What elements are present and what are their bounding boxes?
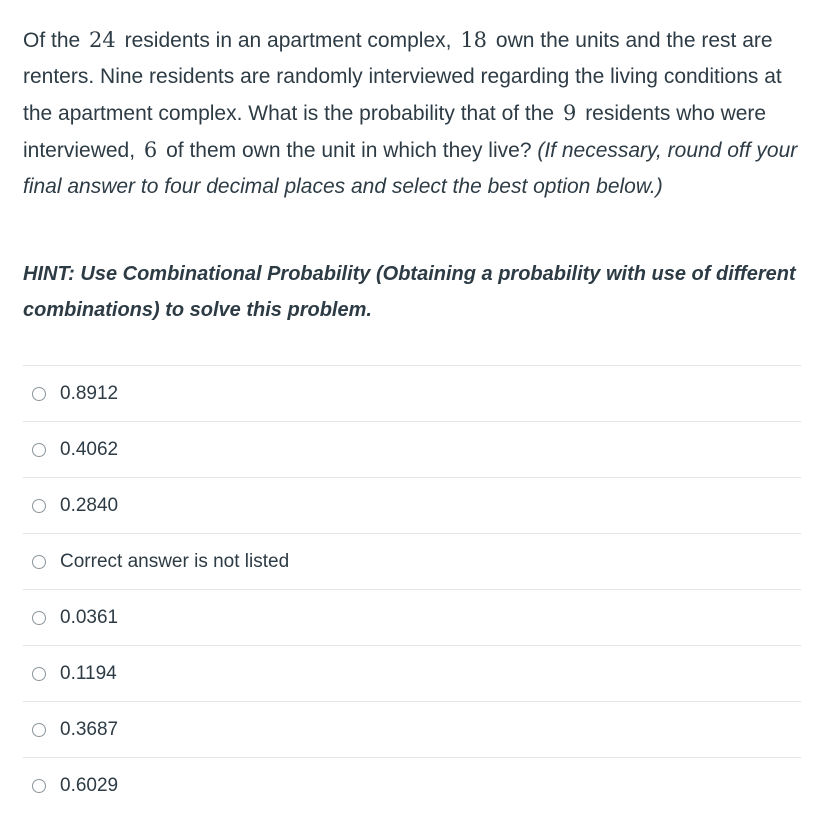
question-part-4: residents who were interviewed,: [23, 102, 767, 162]
number-owners: 18: [460, 28, 488, 52]
answer-option-label: 0.8912: [60, 382, 119, 404]
answer-option-label: 0.0361: [60, 606, 119, 628]
question-instruction: (If necessary, round off your final answer to four decimal places and select the best option below.): [23, 139, 798, 198]
radio-button[interactable]: [32, 667, 46, 681]
answer-option-label: 0.3687: [60, 718, 119, 740]
question-part-1: Of the: [23, 29, 81, 52]
answer-option-label: 0.1194: [60, 662, 117, 684]
question-part-2: residents in an apartment complex,: [124, 29, 452, 52]
answer-option[interactable]: [23, 421, 801, 477]
answer-option[interactable]: [23, 533, 801, 589]
radio-button[interactable]: [32, 723, 46, 737]
answer-option[interactable]: [23, 757, 801, 813]
answer-option[interactable]: [23, 589, 801, 645]
answer-option-label: 0.4062: [60, 438, 119, 460]
answer-option-label: 0.6029: [60, 774, 119, 796]
question-text: [23, 22, 813, 205]
radio-button[interactable]: [32, 555, 46, 569]
number-total-residents: 24: [89, 28, 116, 52]
answer-option[interactable]: [23, 477, 801, 533]
question-part-3: own the units and the rest are renters. Nine residents are randomly interviewed regarding the living conditions at the apartment complex. What is the probability that of the: [23, 29, 782, 125]
radio-button[interactable]: [32, 611, 46, 625]
question-part-5: of them own the unit in which they live?: [166, 139, 532, 162]
answer-options: [23, 365, 801, 813]
answer-option-label: 0.2840: [60, 494, 119, 516]
answer-option[interactable]: [23, 701, 801, 757]
answer-option[interactable]: [23, 645, 801, 701]
radio-button[interactable]: [32, 387, 46, 401]
hint-text: HINT: Use Combinational Probability (Obtaining a probability with use of different combinations) to solve this problem.: [23, 263, 796, 321]
radio-button[interactable]: [32, 779, 46, 793]
radio-button[interactable]: [32, 499, 46, 513]
number-interviewed: 9: [562, 101, 577, 125]
answer-option-label: Correct answer is not listed: [60, 550, 290, 572]
number-target: 6: [143, 138, 158, 162]
radio-button[interactable]: [32, 443, 46, 457]
answer-option[interactable]: [23, 365, 801, 421]
